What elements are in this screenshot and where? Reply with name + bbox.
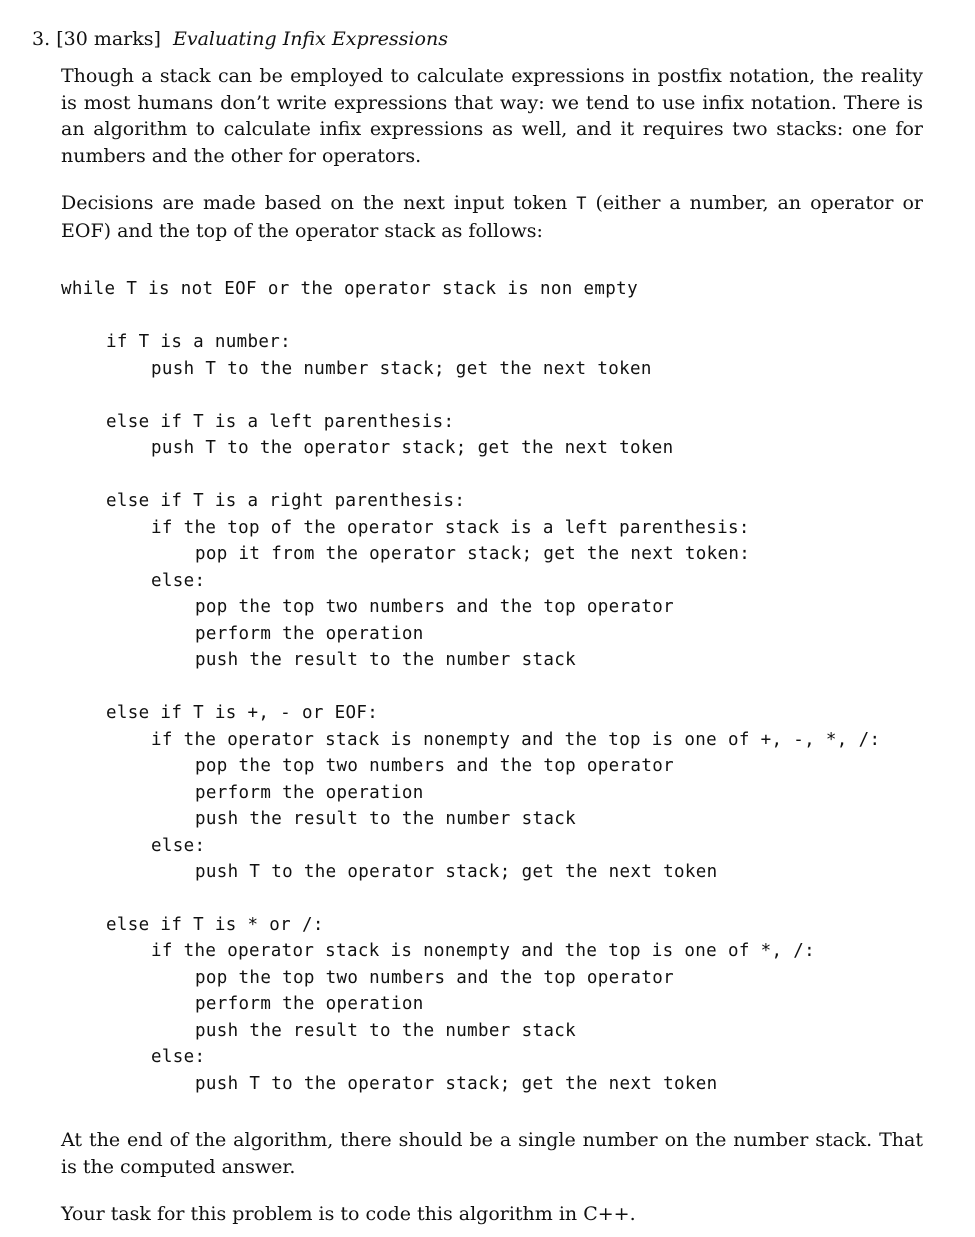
pseudocode-line: perform the operation: [195, 783, 424, 803]
pseudocode-line: perform the operation: [195, 624, 424, 644]
question-marks: [30 marks]: [56, 28, 161, 50]
pseudocode-line: else if T is a left parenthesis:: [106, 412, 455, 432]
question-title: Evaluating Infix Expressions: [172, 28, 448, 50]
pseudocode-line: push T to the operator stack; get the next token: [151, 438, 674, 458]
pseudocode-line: push the result to the number stack: [195, 809, 577, 829]
pseudocode-line: push the result to the number stack: [195, 650, 577, 670]
pseudocode-line: push T to the number stack; get the next token: [151, 359, 652, 379]
pseudocode-line: else:: [151, 836, 206, 856]
decisions-text-start: Decisions are made based on the next input token: [61, 192, 577, 214]
pseudocode-line: perform the operation: [195, 994, 424, 1014]
pseudocode-line: if the top of the operator stack is a left parenthesis:: [151, 518, 750, 538]
pseudocode-line: pop the top two numbers and the top operator: [195, 597, 674, 617]
pseudocode-line: while T is not EOF or the operator stack is non empty: [61, 279, 638, 299]
pseudocode-line: else if T is a right parenthesis:: [106, 491, 466, 511]
pseudocode-line: if the operator stack is nonempty and the top is one of *, /:: [151, 941, 816, 961]
pseudocode-line: pop the top two numbers and the top operator: [195, 756, 674, 776]
pseudocode-line: else if T is * or /:: [106, 915, 324, 935]
pseudocode-line: push T to the operator stack; get the next token: [195, 862, 718, 882]
token-t-inline-code: T: [576, 194, 587, 214]
intro-paragraph: Though a stack can be employed to calculate expressions in postfix notation, the reality is most humans don’t write expressions that way: we tend to use infix notation. There is an algorithm to calculate infix expressions as well, and it requires two stacks: one for numbers and the other for operators.: [61, 65, 923, 167]
pseudocode-line: if T is a number:: [106, 332, 292, 352]
pseudocode-line: else:: [151, 1047, 206, 1067]
question-number: 3.: [32, 28, 51, 50]
pseudocode-line: push T to the operator stack; get the next token: [195, 1074, 718, 1094]
pseudocode-line: push the result to the number stack: [195, 1021, 577, 1041]
pseudocode-line: pop the top two numbers and the top operator: [195, 968, 674, 988]
pseudocode-line: pop it from the operator stack; get the next token:: [195, 544, 751, 564]
decisions-text-end: (either a number, an operator or EOF) and the top of the operator stack as follows:: [61, 192, 923, 242]
pseudocode-line: else if T is +, - or EOF:: [106, 703, 379, 723]
pseudocode-line: if the operator stack is nonempty and the top is one of +, -, *, /:: [151, 730, 881, 750]
conclusion-paragraph: At the end of the algorithm, there should be a single number on the number stack. That is the computed answer.: [61, 1129, 923, 1178]
task-paragraph: Your task for this problem is to code this algorithm in C++.: [61, 1203, 636, 1225]
pseudocode-line: else:: [151, 571, 206, 591]
